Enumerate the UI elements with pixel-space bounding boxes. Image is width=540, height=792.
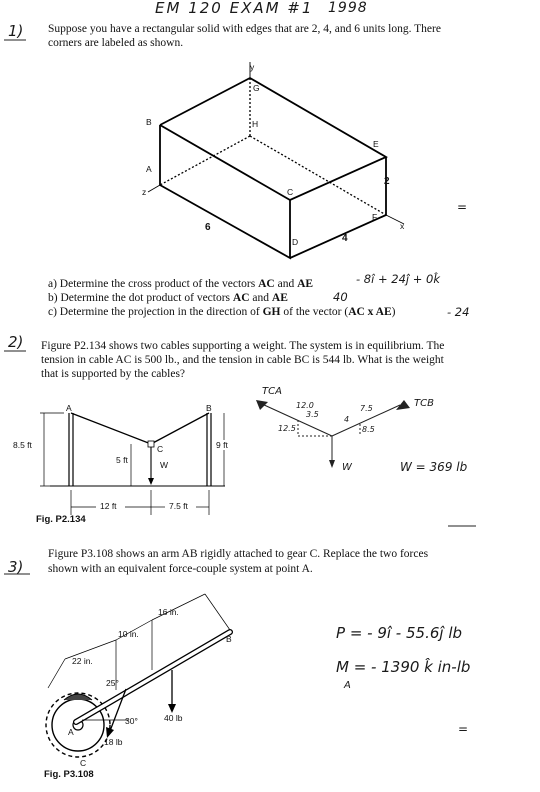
arm-figure-caption: Fig. P3.108 (44, 769, 94, 780)
cable-dim-12ft: 12 ft (100, 501, 117, 511)
problem3-statement-line2: shown with an equivalent force-couple system at point A. (48, 563, 313, 575)
edge-length-4: 4 (342, 233, 348, 244)
problem1-part-a-answer: - 8î + 24ĵ + 0k̂ (356, 272, 441, 286)
cable-dim-7-5ft: 7.5 ft (169, 501, 188, 511)
corner-label-d: D (292, 237, 299, 247)
problem1-margin-mark: = (457, 200, 468, 214)
sketch-tcb-label: TCB (414, 398, 434, 409)
problem3-answer-moment: M = - 1390 k̂ in-lb (336, 658, 471, 676)
sketch-num-8-5: 8.5 (362, 425, 375, 434)
cable-dim-9ft: 9 ft (216, 440, 228, 450)
cable-weight-w: W (160, 460, 169, 470)
corner-label-h: H (252, 119, 259, 129)
problem2-statement-line2: tension in cable AC is 500 lb., and the tension in cable BC is 544 lb. What is the weight (41, 354, 444, 366)
cable-point-b: B (206, 403, 212, 413)
problem2-number: 2) (8, 333, 24, 351)
problem3-answer-moment-subscript: A (344, 680, 351, 691)
problem3-answer-force: P = - 9î - 55.6ĵ lb (336, 624, 463, 642)
edge-length-6: 6 (205, 222, 211, 233)
arm-point-a: A (68, 727, 74, 737)
sketch-num-7-5: 7.5 (360, 404, 373, 413)
gear-label-c: C (80, 758, 87, 768)
corner-label-f: F (372, 212, 378, 222)
problem1-part-b: b) Determine the dot product of vectors AC and AE (48, 292, 288, 304)
arm-point-b: B (226, 634, 232, 644)
problem1-part-b-answer: 40 (333, 290, 348, 304)
problem1-part-c: c) Determine the projection in the direction of GH of the vector (AC x AE) (48, 306, 396, 318)
sketch-num-3-5: 3.5 (306, 410, 319, 419)
cable-figure-caption: Fig. P2.134 (36, 514, 86, 525)
problem1-part-a: a) Determine the cross product of the vectors AC and AE (48, 278, 314, 290)
corner-label-c: C (287, 187, 294, 197)
corner-label-g: G (253, 83, 260, 93)
cable-point-c: C (157, 444, 164, 454)
problem2-answer: W = 369 lb (400, 460, 468, 474)
sketch-tca-label: TCA (262, 386, 282, 397)
edge-length-2: 2 (384, 176, 390, 187)
arm-angle-30: 30° (125, 716, 138, 726)
problem1-number: 1) (8, 22, 24, 40)
problem1-statement-line2: corners are labeled as shown. (48, 37, 184, 49)
cable-dim-5ft: 5 ft (116, 455, 128, 465)
problem2-statement-line1: Figure P2.134 shows two cables supporting a weight. The system is in equilibrium. The (41, 340, 445, 352)
problem2-statement-line3: that is supported by the cables? (41, 368, 186, 380)
axis-label-z: z (142, 187, 147, 197)
axis-label-y: y (250, 62, 255, 72)
corner-label-e: E (373, 139, 379, 149)
arm-force-18lb: 18 lb (104, 737, 123, 747)
exam-year: 1998 (328, 0, 368, 16)
arm-dim-16in: 16 in. (158, 607, 179, 617)
problem3-number: 3) (8, 558, 24, 576)
arm-angle-25: 25° (106, 678, 119, 688)
arm-dim-10in: 10 in. (118, 629, 139, 639)
problem3-margin-mark: = (458, 722, 469, 736)
sketch-num-12-0: 12.0 (296, 401, 314, 410)
cable-dim-8-5ft: 8.5 ft (13, 440, 32, 450)
arm-dim-22in: 22 in. (72, 656, 93, 666)
arm-force-40lb: 40 lb (164, 713, 183, 723)
problem1-part-c-answer: - 24 (447, 305, 470, 319)
corner-label-b: B (146, 117, 152, 127)
sketch-num-4: 4 (344, 415, 350, 424)
corner-label-a: A (146, 164, 152, 174)
sketch-num-12-5: 12.5 (278, 424, 296, 433)
problem3-statement-line1: Figure P3.108 shows an arm AB rigidly attached to gear C. Replace the two forces (48, 548, 429, 560)
axis-label-x: x (400, 221, 405, 231)
cable-point-a: A (66, 403, 72, 413)
problem1-statement-line1: Suppose you have a rectangular solid with edges that are 2, 4, and 6 units long. There (48, 23, 441, 35)
sketch-w-label: W (342, 462, 352, 473)
exam-title: EM 120 EXAM #1 (155, 0, 314, 17)
